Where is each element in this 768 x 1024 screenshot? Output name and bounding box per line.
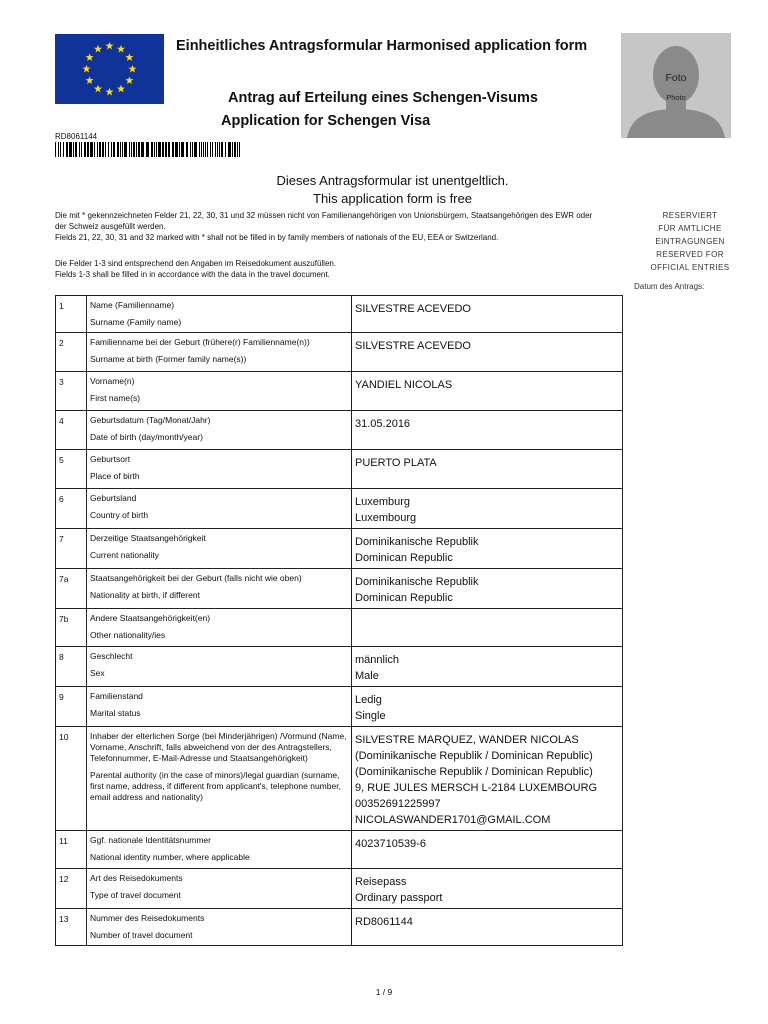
field-value[interactable]: PUERTO PLATA: [352, 450, 623, 489]
field-label: [87, 727, 352, 831]
field-label: [87, 687, 352, 727]
field-label-en: National identity number, where applicable: [90, 852, 250, 862]
field-number: 2: [56, 333, 87, 372]
field-number: 1: [56, 296, 87, 333]
field-label: [87, 529, 352, 569]
field-label-en: Number of travel document: [90, 930, 193, 940]
barcode-bar: [205, 142, 206, 157]
barcode-bar: [212, 142, 213, 157]
official-line-3: EINTRAGUNGEN: [655, 237, 725, 246]
barcode-bar: [75, 142, 77, 157]
barcode-bar: [207, 142, 208, 157]
barcode-bar: [190, 142, 191, 157]
field-value[interactable]: Dominikanische Republik Dominican Republic: [352, 529, 623, 569]
free-notice-en: This application form is free: [313, 191, 472, 206]
field-number: 13: [56, 909, 87, 946]
barcode-bar: [63, 142, 64, 157]
field-label: [87, 869, 352, 909]
official-line-4: RESERVED FOR: [656, 250, 724, 259]
barcode-bar: [79, 142, 80, 157]
barcode-bar: [217, 142, 218, 157]
barcode-bar: [162, 142, 164, 157]
field-label-en: Other nationality/ies: [90, 630, 166, 640]
field-value[interactable]: Dominikanische Republik Dominican Republic: [352, 569, 623, 609]
field-number: 7: [56, 529, 87, 569]
barcode-bar: [129, 142, 130, 157]
barcode-bar: [158, 142, 161, 157]
barcode-bar: [179, 142, 180, 157]
barcode-bar: [87, 142, 89, 157]
field-label-de: Familienstand: [90, 691, 143, 701]
form-subtitle-en: Application for Schengen Visa: [221, 113, 431, 129]
field-label-de: Derzeitige Staatsangehörigkeit: [90, 533, 206, 543]
form-subtitle-de: Antrag auf Erteilung eines Schengen-Visums: [228, 90, 538, 106]
barcode-bar: [113, 142, 115, 157]
travel-doc-note: [55, 258, 595, 280]
official-line-2: FÜR AMTLICHE: [658, 224, 722, 233]
field-label: [87, 909, 352, 946]
form-row: [56, 489, 623, 529]
field-label-en: First name(s): [90, 393, 141, 403]
barcode-bar: [210, 142, 211, 157]
field-label: [87, 647, 352, 687]
barcode-bar: [69, 142, 72, 157]
field-number: 8: [56, 647, 87, 687]
field-number: 7a: [56, 569, 87, 609]
barcode-bar: [239, 142, 240, 157]
barcode-bar: [55, 142, 56, 157]
barcode-bar: [81, 142, 82, 157]
barcode-bar: [60, 142, 61, 157]
field-label: [87, 489, 352, 529]
form-row: [56, 333, 623, 372]
barcode-bar: [194, 142, 197, 157]
barcode-bar: [105, 142, 106, 157]
fields-note-en: Fields 21, 22, 30, 31 and 32 marked with * shall not be filled in by family members of nationals of the EU, EEA or Switzerland.: [55, 233, 499, 242]
photo-placeholder-icon: [621, 33, 731, 138]
field-label: [87, 609, 352, 647]
field-value[interactable]: YANDIEL NICOLAS: [352, 372, 623, 411]
field-label-en: Parental authority (in the case of minors)/legal guardian (surname, first name, address, if different from applicant's, telephone number, email address and nationality): [90, 770, 341, 802]
field-number: 7b: [56, 609, 87, 647]
field-label-en: Type of travel document: [90, 890, 181, 900]
free-notice-de: Dieses Antragsformular ist unentgeltlich.: [276, 173, 509, 188]
field-value[interactable]: 4023710539-6: [352, 831, 623, 869]
field-label-en: Country of birth: [90, 510, 149, 520]
barcode-bar: [228, 142, 231, 157]
field-label-de: Geburtsland: [90, 493, 137, 503]
field-number: 5: [56, 450, 87, 489]
barcode-bar: [138, 142, 140, 157]
barcode-bar: [133, 142, 135, 157]
barcode-bar: [203, 142, 204, 157]
barcode-bar: [172, 142, 174, 157]
field-value[interactable]: 31.05.2016: [352, 411, 623, 450]
barcode-bar: [225, 142, 226, 157]
barcode-bar: [99, 142, 101, 157]
form-row: [56, 869, 623, 909]
barcode-bar: [215, 142, 216, 157]
barcode-bar: [90, 142, 93, 157]
barcode-bar: [221, 142, 223, 157]
barcode-bar: [199, 142, 200, 157]
travel-doc-note-de: Die Felder 1-3 sind entsprechend den Angaben im Reisedokument auszufüllen.: [55, 259, 337, 268]
form-row: [56, 909, 623, 946]
form-row: [56, 647, 623, 687]
barcode-bar: [58, 142, 59, 157]
barcode-icon: [55, 142, 241, 157]
form-row: [56, 831, 623, 869]
reference-number: RD8061144: [55, 132, 98, 141]
field-label-de: Inhaber der elterlichen Sorge (bei Minderjährigen) /Vormund (Name, Vorname, Anschrift, falls abweichend von der des Antragstellers, Telefonnummer, E-Mail-Adresse und Staatsangehörigkeit): [90, 731, 347, 763]
field-label: [87, 411, 352, 450]
field-label-de: Nummer des Reisedokuments: [90, 913, 205, 923]
field-label-en: Date of birth (day/month/year): [90, 432, 203, 442]
field-number: 6: [56, 489, 87, 529]
barcode-bar: [97, 142, 98, 157]
barcode-bar: [111, 142, 112, 157]
field-label-de: Familienname bei der Geburt (frühere(r) Familienname(n)): [90, 337, 310, 347]
field-label: [87, 333, 352, 372]
eu-flag-icon: [55, 34, 164, 104]
form-row: [56, 296, 623, 333]
barcode-bar: [181, 142, 184, 157]
barcode-bar: [84, 142, 86, 157]
field-label: [87, 831, 352, 869]
fields-note: [55, 210, 595, 243]
barcode-bar: [122, 142, 123, 157]
form-row: [56, 411, 623, 450]
barcode-bar: [108, 142, 109, 157]
field-value[interactable]: [352, 609, 623, 647]
barcode-bar: [154, 142, 155, 157]
official-line-5: OFFICIAL ENTRIES: [650, 263, 730, 272]
barcode-bar: [146, 142, 149, 157]
form-row: [56, 450, 623, 489]
field-number: 10: [56, 727, 87, 831]
barcode-bar: [151, 142, 153, 157]
barcode-bar: [201, 142, 202, 157]
barcode-bar: [186, 142, 188, 157]
field-label-de: Name (Familienname): [90, 300, 175, 310]
field-label-en: Surname (Family name): [90, 317, 182, 327]
field-label-en: Current nationality: [90, 550, 159, 560]
field-value[interactable]: SILVESTRE ACEVEDO: [352, 333, 623, 372]
barcode-bar: [219, 142, 220, 157]
barcode-bar: [237, 142, 238, 157]
form-title: Einheitliches Antragsformular Harmonised application form: [176, 38, 588, 54]
field-label-de: Art des Reisedokuments: [90, 873, 183, 883]
barcode-bar: [192, 142, 193, 157]
field-value[interactable]: SILVESTRE ACEVEDO: [352, 296, 623, 333]
field-value[interactable]: Luxemburg Luxembourg: [352, 489, 623, 529]
field-label-en: Surname at birth (Former family name(s)): [90, 354, 247, 364]
field-value[interactable]: männlich Male: [352, 647, 623, 687]
form-row: [56, 687, 623, 727]
field-value[interactable]: Ledig Single: [352, 687, 623, 727]
field-label-de: Geschlecht: [90, 651, 133, 661]
barcode-bar: [141, 142, 144, 157]
application-form-table: [55, 295, 623, 946]
barcode-bar: [168, 142, 170, 157]
barcode-bar: [66, 142, 68, 157]
barcode-bar: [136, 142, 137, 157]
official-use-box: [640, 209, 740, 274]
form-row: [56, 727, 623, 831]
barcode-bar: [124, 142, 127, 157]
field-label-en: Place of birth: [90, 471, 140, 481]
field-label-de: Ggf. nationale Identitätsnummer: [90, 835, 211, 845]
field-value[interactable]: RD8061144: [352, 909, 623, 946]
field-label: [87, 372, 352, 411]
photo-label: Foto: [665, 72, 687, 84]
page-number: 1 / 9: [375, 987, 393, 997]
field-number: 4: [56, 411, 87, 450]
field-number: 12: [56, 869, 87, 909]
barcode-bar: [94, 142, 95, 157]
photo-placeholder: [621, 33, 731, 138]
field-label-en: Sex: [90, 668, 105, 678]
barcode-bar: [131, 142, 132, 157]
field-label: [87, 450, 352, 489]
field-label-de: Geburtsdatum (Tag/Monat/Jahr): [90, 415, 211, 425]
travel-doc-note-en: Fields 1-3 shall be filled in in accordance with the data in the travel document.: [55, 270, 330, 279]
field-label-de: Vorname(n): [90, 376, 135, 386]
field-label-de: Staatsangehörigkeit bei der Geburt (falls nicht wie oben): [90, 573, 302, 583]
photo-label-en: Photo: [666, 93, 686, 102]
barcode-bar: [175, 142, 178, 157]
field-number: 9: [56, 687, 87, 727]
barcode-bar: [73, 142, 74, 157]
barcode-bar: [156, 142, 157, 157]
barcode-bar: [120, 142, 121, 157]
field-value[interactable]: SILVESTRE MARQUEZ, WANDER NICOLAS (Dominikanische Republik / Dominican Republic) (Dominikanische Republik / Dominican Republic) 9, RUE JULES MERSCH L-2184 LUXEMBOURG 00352691225997 NICOLASWANDER1701@GMAIL.COM: [352, 727, 623, 831]
barcode-bar: [165, 142, 167, 157]
barcode-bar: [102, 142, 104, 157]
field-number: 11: [56, 831, 87, 869]
form-row: [56, 529, 623, 569]
application-date-label: Datum des Antrags:: [634, 282, 705, 291]
barcode-bar: [234, 142, 236, 157]
field-label-de: Geburtsort: [90, 454, 131, 464]
form-row: [56, 609, 623, 647]
form-row: [56, 569, 623, 609]
field-number: 3: [56, 372, 87, 411]
field-label-de: Andere Staatsangehörigkeit(en): [90, 613, 211, 623]
fields-note-de: Die mit * gekennzeichneten Felder 21, 22, 30, 31 und 32 müssen nicht von Familienangehörigen von Unionsbürgern, Staatsangehörigen des EWR oder der Schweiz ausgefüllt werden.: [55, 211, 593, 231]
field-label-en: Nationality at birth, if different: [90, 590, 200, 600]
field-label: [87, 296, 352, 333]
barcode-bar: [232, 142, 233, 157]
field-label-en: Marital status: [90, 708, 141, 718]
field-value[interactable]: Reisepass Ordinary passport: [352, 869, 623, 909]
form-row: [56, 372, 623, 411]
field-label: [87, 569, 352, 609]
official-line-1: RESERVIERT: [662, 211, 718, 220]
barcode-bar: [117, 142, 119, 157]
